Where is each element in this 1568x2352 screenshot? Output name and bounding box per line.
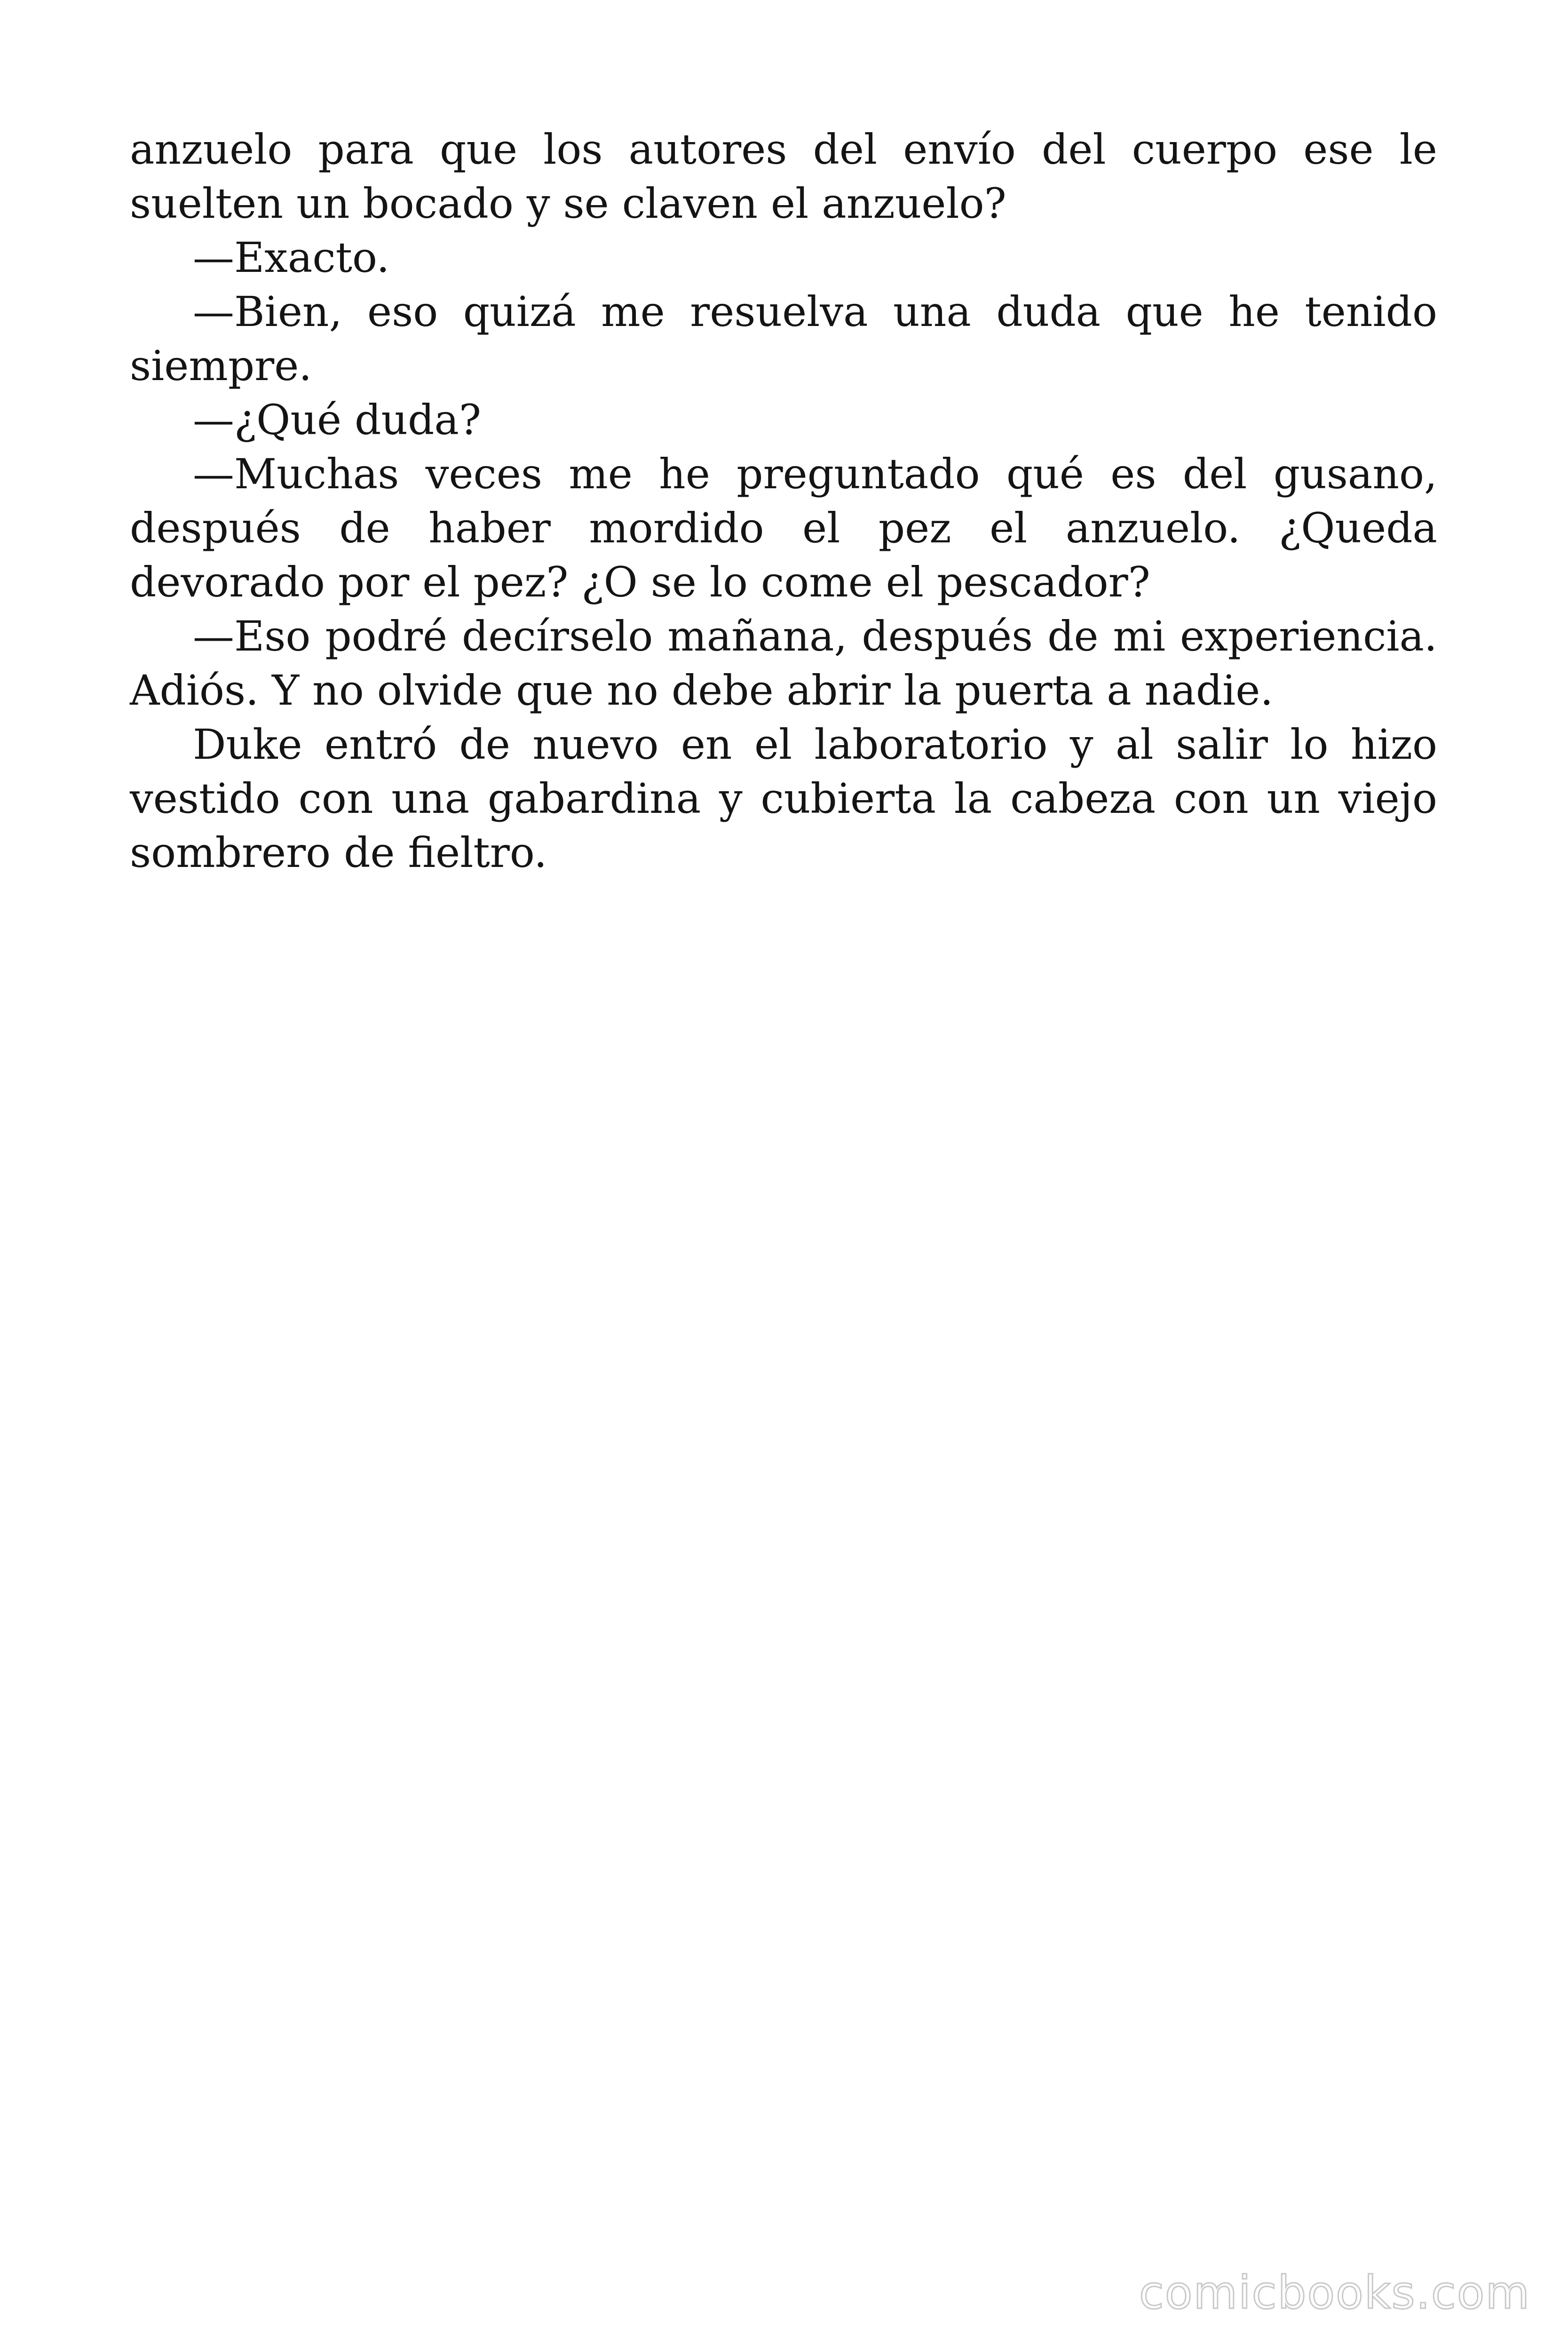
paragraph-continuation: anzuelo para que los autores del envío del cuerpo ese le suelten un bocado y se claven el anzuelo? bbox=[130, 125, 1437, 228]
watermark: comicbooks.com bbox=[1139, 2266, 1530, 2319]
paragraph-dialogue: —¿Qué duda? bbox=[193, 396, 482, 444]
paragraph-dialogue: —Bien, eso quizá me resuelva una duda que he tenido siempre. bbox=[130, 287, 1437, 390]
paragraph-dialogue: —Exacto. bbox=[193, 233, 390, 282]
page-text bbox=[130, 122, 1437, 880]
paragraph-dialogue: —Muchas veces me he preguntado qué es del gusano, después de haber mordido el pez el anzuelo. ¿Queda devorado por el pez? ¿O se lo come el pescador? bbox=[130, 450, 1437, 606]
paragraph-dialogue: —Eso podré decírselo mañana, después de mi experiencia. Adiós. Y no olvide que no debe abrir la puerta a nadie. bbox=[130, 612, 1437, 715]
paragraph-narration: Duke entró de nuevo en el laboratorio y al salir lo hizo vestido con una gabardina y cubierta la cabeza con un viejo sombrero de fieltro. bbox=[130, 720, 1437, 877]
